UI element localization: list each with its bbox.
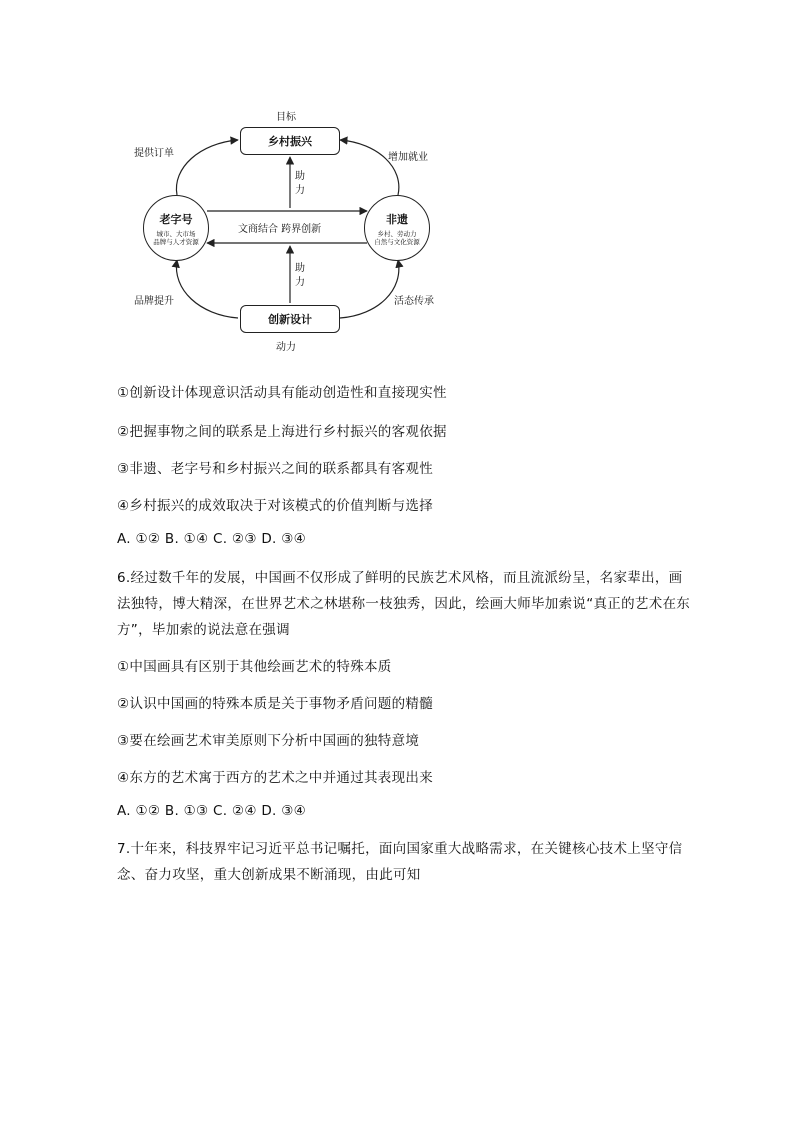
intangible-heritage-circle [364, 195, 430, 261]
increase-employment-label: 增加就业 [388, 152, 428, 163]
q6-stem: 6.经过数千年的发展，中国画不仅形成了鲜明的民族艺术风格，而且流派纷呈，名家辈出，画法独特，博大精深，在世界艺术之林堪称一枝独秀，因此，绘画大师毕加索说“真正的艺术在东方”，毕加索的说法意在强调 [117, 570, 691, 638]
rural-revitalization-box: 乡村振兴 [240, 127, 340, 155]
q5-option-1: ①创新设计体现意识活动具有能动创造性和直接现实性 [117, 385, 447, 401]
driver-label: 动力 [276, 342, 296, 353]
q6-option-1: ①中国画具有区别于其他绘画艺术的特殊本质 [117, 659, 392, 675]
innovative-design-box: 创新设计 [240, 305, 340, 333]
q6-option-3: ③要在绘画艺术审美原则下分析中国画的独特意境 [117, 733, 420, 749]
q5-option-2: ②把握事物之间的联系是上海进行乡村振兴的客观依据 [117, 424, 447, 440]
old-brand-sub1: 城市、大市场 [156, 229, 196, 238]
center-text: 文商结合 跨界创新 [238, 224, 322, 235]
q6-answer-choices: A. ①② B. ①③ C. ②④ D. ③④ [117, 803, 307, 819]
goal-label: 目标 [276, 112, 296, 123]
provide-orders-label: 提供订单 [134, 148, 174, 159]
arrow-bottom-to-left [176, 260, 238, 318]
q5-answer-choices: A. ①② B. ①④ C. ②③ D. ③④ [117, 531, 307, 547]
arrow-bottom-to-right [340, 260, 399, 318]
q5-option-4: ④乡村振兴的成效取决于对该模式的价值判断与选择 [117, 498, 434, 514]
heritage-sub2: 自然与文化资源 [374, 237, 420, 246]
living-inheritance-label: 活态传承 [394, 296, 434, 307]
assist-upper-label: 助力 [295, 171, 305, 196]
brand-upgrade-label: 品牌提升 [134, 296, 174, 307]
old-brand-title: 老字号 [159, 212, 193, 226]
old-brand-circle [143, 195, 209, 261]
arrow-left-to-top [176, 140, 238, 195]
q6-option-2: ②认识中国画的特殊本质是关于事物矛盾问题的精髓 [117, 696, 434, 712]
assist-lower-label: 助力 [295, 263, 305, 288]
q5-option-3: ③非遗、老字号和乡村振兴之间的联系都具有客观性 [117, 461, 434, 477]
heritage-title: 非遗 [386, 212, 408, 226]
old-brand-sub2: 品牌与人才资源 [153, 237, 199, 246]
heritage-sub1: 乡村、劳动力 [377, 229, 417, 238]
q6-option-4: ④东方的艺术寓于西方的艺术之中并通过其表现出来 [117, 770, 434, 786]
q7-stem: 7.十年来，科技界牢记习近平总书记嘱托，面向国家重大战略需求，在关键核心技术上坚守信念、奋力攻坚，重大创新成果不断涌现，由此可知 [117, 841, 683, 883]
relationship-diagram [120, 100, 460, 360]
